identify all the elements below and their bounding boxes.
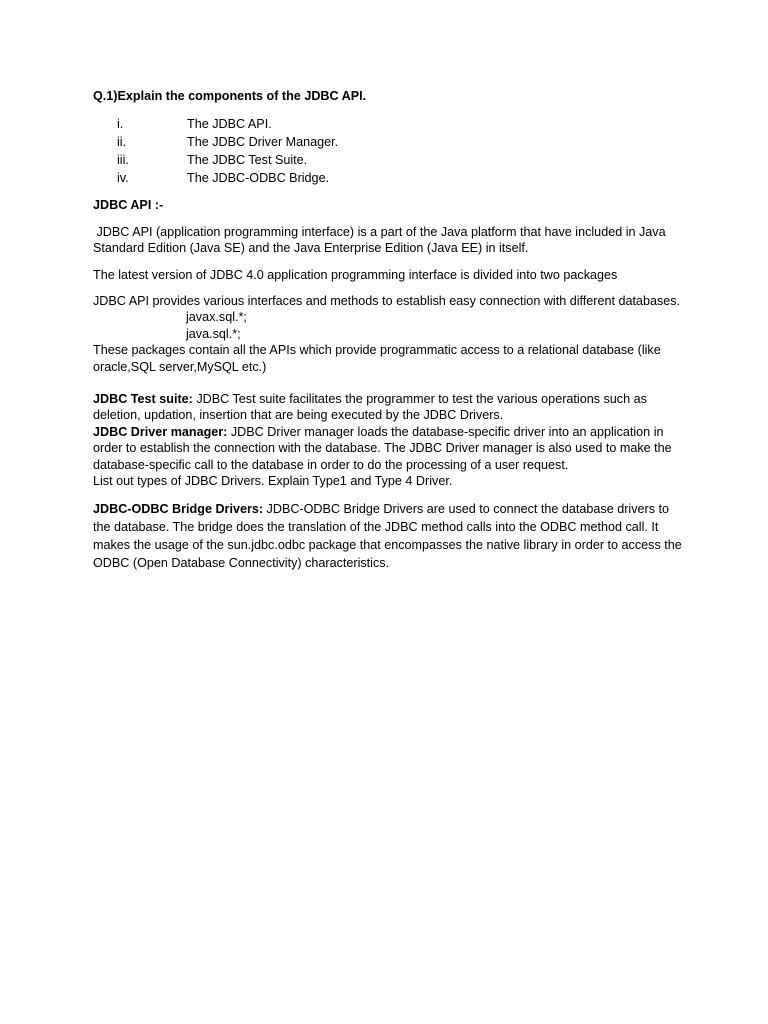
test-suite-label: JDBC Test suite:: [93, 392, 193, 407]
document-page: [93, 88, 683, 582]
package-java-sql: java.sql.*;: [186, 326, 241, 341]
driver-manager-paragraph: [93, 424, 683, 473]
jdbc-api-paragraph-1: JDBC API (application programming interface) is a part of the Java platform that have included in Java Standard Edition (Java SE) and the Java Enterprise Edition (Java EE) in itself.: [93, 224, 670, 256]
list-item-number: ii.: [117, 135, 127, 150]
list-item-number: iii.: [117, 153, 129, 168]
test-suite-paragraph: [93, 391, 683, 424]
package-javax-sql: javax.sql.*;: [186, 310, 247, 325]
driver-manager-text: JDBC Driver manager loads the database-specific driver into an application in order to establish the connection with the database. The JDBC Driver manager is also used to make the database-specific call to the database in order to do the processing of a user request.: [93, 424, 672, 472]
bridge-text: JDBC-ODBC Bridge Drivers are used to connect the database drivers to the database. The bridge does the translation of the JDBC method calls into the ODBC method call. It makes the usage of the sun.jdbc.odbc package that encompasses the native library in order to access the ODBC (Open Database Connectivity) characteristics.: [93, 501, 682, 570]
list-item-number: iv.: [117, 171, 129, 186]
jdbc-api-paragraph-3: JDBC API provides various interfaces and methods to establish easy connection with different databases.: [93, 294, 681, 309]
list-item-text: The JDBC API.: [187, 117, 272, 132]
jdbc-api-paragraph-4: These packages contain all the APIs which provide programmatic access to a relational database (like oracle,SQL server,MySQL etc.): [93, 343, 661, 374]
list-types-question: List out types of JDBC Drivers. Explain Type1 and Type 4 Driver.: [93, 474, 453, 489]
list-item-text: The JDBC Test Suite.: [187, 153, 308, 168]
list-item: [93, 133, 683, 151]
driver-manager-label: JDBC Driver manager:: [93, 424, 228, 439]
jdbc-api-heading: JDBC API :-: [93, 198, 164, 213]
list-item: [93, 169, 683, 187]
list-item-text: The JDBC Driver Manager.: [187, 135, 339, 150]
bridge-label: JDBC-ODBC Bridge Drivers:: [93, 501, 264, 516]
components-list: [93, 115, 683, 187]
list-item-number: i.: [117, 117, 124, 132]
test-suite-text: JDBC Test suite facilitates the programmer to test the various operations such as deletion, updation, insertion that are being executed by the JDBC Drivers.: [93, 392, 647, 423]
bridge-paragraph: [93, 500, 683, 572]
list-item: [93, 151, 683, 169]
list-item: [93, 115, 683, 133]
question-heading: Q.1)Explain the components of the JDBC API.: [93, 89, 367, 103]
jdbc-api-paragraph-2: The latest version of JDBC 4.0 application programming interface is divided into two packages: [93, 267, 618, 282]
list-item-text: The JDBC-ODBC Bridge.: [187, 171, 330, 186]
